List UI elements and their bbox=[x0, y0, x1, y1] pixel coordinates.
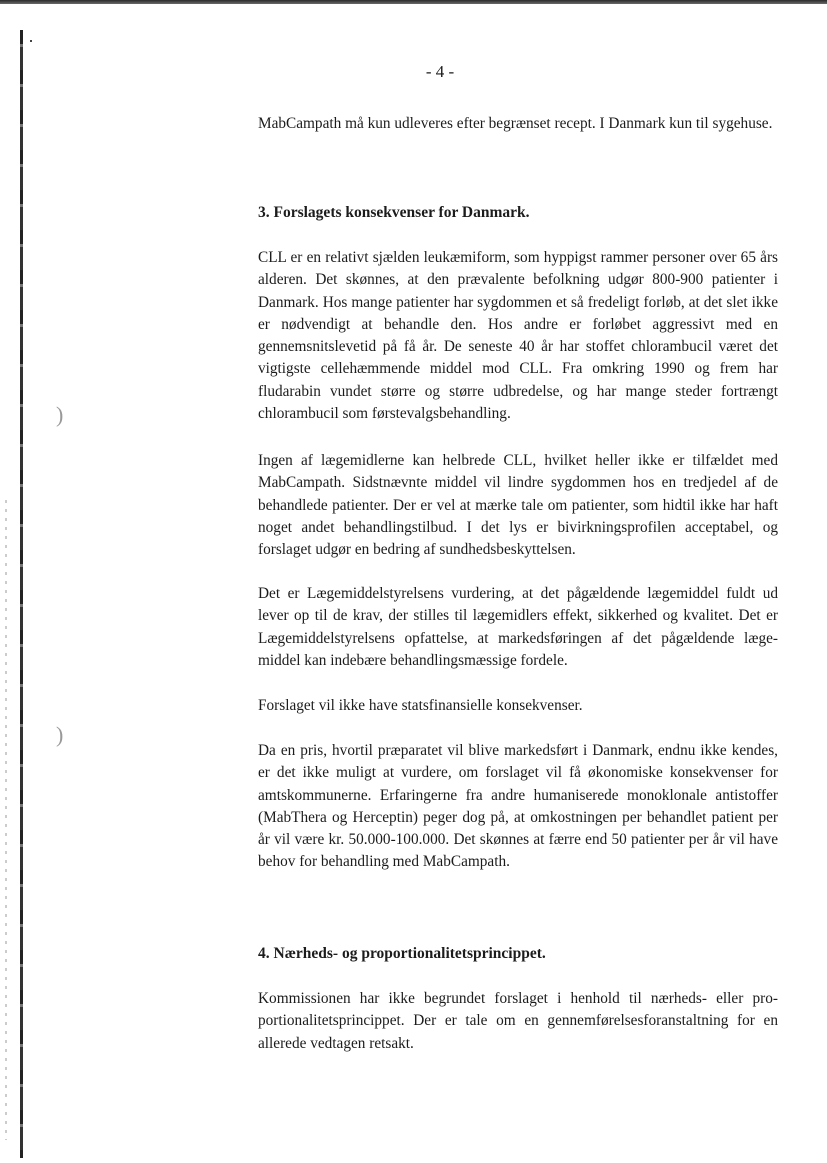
section-3-paragraph-1 bbox=[258, 247, 778, 425]
body-paragraph: Forslaget vil ikke have statsfinansielle konsekvenser. bbox=[258, 697, 583, 714]
scan-artifact-mark: ) bbox=[56, 722, 64, 747]
intro-paragraph: MabCampath må kun udleveres efter begrænset recept. I Danmark kun til sygehuse. bbox=[258, 115, 773, 132]
section-3-paragraph-2 bbox=[258, 450, 778, 561]
body-paragraph: Det er Lægemiddelstyrelsens vurdering, at det pågældende lægemiddel fuldt ud lever op til de krav, der stilles til lægemidlers effekt, sikkerhed og kvalitet. Det er Lægemiddelstyrelsens opfattelse, at markedsføringen af det pågældende læge-middel kan indebære behandlingsmæssige fordele. bbox=[258, 585, 778, 669]
page-number: - 4 - bbox=[425, 62, 455, 81]
scan-edge-noise bbox=[5, 500, 7, 1140]
section-3-paragraph-3 bbox=[258, 583, 778, 672]
section-3-paragraph-4 bbox=[258, 695, 778, 717]
body-paragraph: Ingen af lægemidlerne kan helbrede CLL, hvilket heller ikke er tilfældet med MabCampath. Sidstnævnte middel vil lindre sygdommen hos en tredjedel af de behandlede patienter. Der er vel at mærke tale om patienter, som hidtil ikke har haft noget andet behandlingstilbud. I det lys er bivirkningsprofilen acceptabel, og forslaget udgør en bedring af sundhedsbeskyttelsen. bbox=[258, 452, 778, 559]
intro-block bbox=[258, 113, 778, 135]
section-4-heading: 4. Nærheds- og proportionalitetsprincippet. bbox=[258, 945, 546, 962]
scan-border-top bbox=[0, 0, 827, 4]
section-3-paragraph-5 bbox=[258, 740, 778, 874]
section-3-heading-block bbox=[258, 202, 778, 224]
scan-speck bbox=[30, 40, 32, 42]
section-4-paragraph-1 bbox=[258, 988, 778, 1055]
body-paragraph: CLL er en relativt sjælden leukæmiform, som hyppigst rammer personer over 65 års alderen. Det skønnes, at den prævalente befolkning udgør 800-900 patienter i Danmark. Hos mange patienter har sygdommen et så fredeligt forløb, at det slet ikke er nødvendigt at behandle den. Hos andre er forløbet aggressivt med en gennemsnitslevetid på få år. De seneste 40 år har stoffet chlorambucil været det vigtigste cellehæmmende middel mod CLL. Fra omkring 1990 og frem har fludarabin vundet større og større udbredelse, og har mange steder fortrængt chlorambucil som førstevalgsbehandling. bbox=[258, 249, 778, 423]
scan-border-left bbox=[20, 30, 23, 1158]
section-3-heading: 3. Forslagets konsekvenser for Danmark. bbox=[258, 204, 530, 221]
section-4-heading-block bbox=[258, 943, 778, 965]
body-paragraph: Kommissionen har ikke begrundet forslaget i henhold til nærheds- eller proportionalitetsprincippet. Der er tale om en gennemførelsesforanstaltning for en allerede vedtagen retsakt. bbox=[258, 990, 778, 1052]
body-paragraph: Da en pris, hvortil præparatet vil blive markedsført i Danmark, endnu ikke kendes, er det ikke muligt at vurdere, om forslaget vil få økonomiske konsekvenser for amtskommunerne. Erfaringerne fra andre humaniserede monoklonale antistoffer (MabThera og Herceptin) peger dog på, at omkostningen per behandlet patient per år vil være kr. 50.000-100.000. Det skønnes at færre end 50 patienter per år vil have behov for behandling med MabCampath. bbox=[258, 742, 778, 871]
scan-artifact-mark: ) bbox=[56, 402, 64, 427]
